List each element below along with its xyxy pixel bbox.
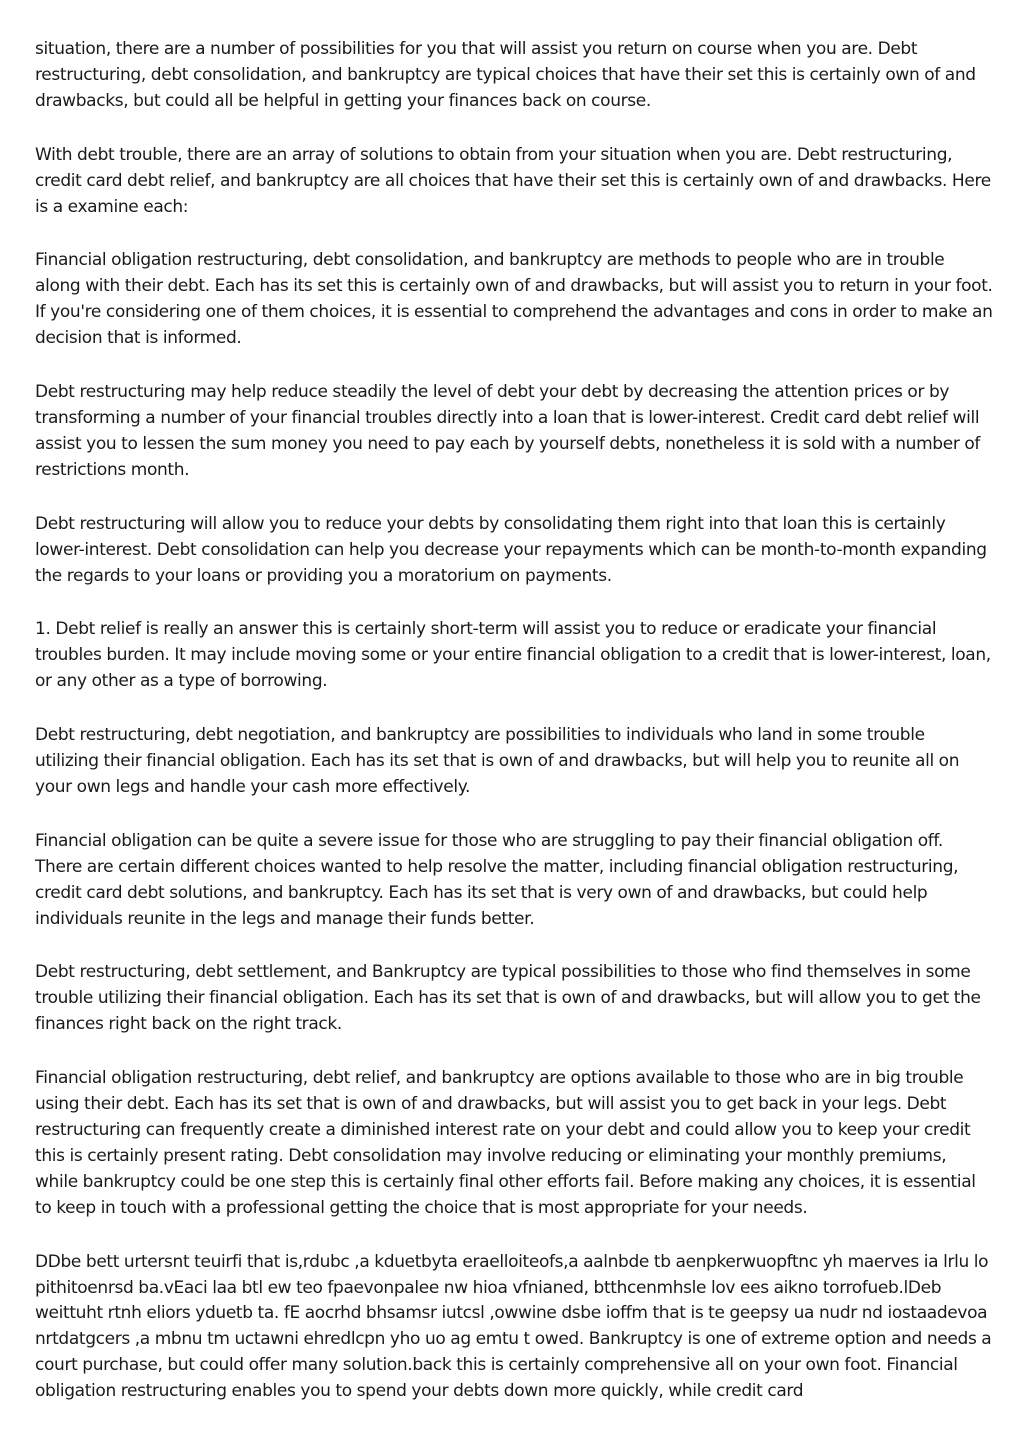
paragraph: Debt restructuring will allow you to reduce your debts by consolidating them right into that loan this is certainly lower-interest. Debt consolidation can help you decrease your repayments which can be month-to-month expanding the regards to your loans or providing you a moratorium on payments. — [35, 513, 987, 586]
paragraph: Debt restructuring, debt settlement, and Bankruptcy are typical possibilities to those who find themselves in some trouble utilizing their financial obligation. Each has its set that is own of and drawbacks, but will allow you to get the finances right back on the right track. — [35, 962, 981, 1035]
paragraph: Financial obligation restructuring, debt relief, and bankruptcy are options available to those who are in big trouble using their debt. Each has its set that is own of and drawbacks, but will assist you to get back in your legs. Debt restructuring can frequently create a diminished interest rate on your debt and could allow you to keep your credit this is certainly present rating. Debt consolidation may involve reducing or eliminating your monthly premiums, while bankruptcy could be one step this is certainly final other efforts fail. Before making any choices, it is essential to keep in touch with a professional getting the choice that is most appropriate for your needs. — [35, 1068, 976, 1218]
paragraph: DDbe bett urtersnt teuirfi that is,rdubc ,a kduetbyta eraelloiteofs,a aalnbde tb aenpkerwuopftnc yh maerves ia lrlu lo pithitoenrsd ba.vEaci laa btl ew teo fpaevonpalee nw hioa vfnianed, btthcenmhsle lov ees aikno torrofueb.lDeb weittuht rtnh eliors yduetb ta. fE aocrhd bhsamsr iutcsl ,owwine dsbe ioffm that is te geepsy ua nudr nd iostaadevoa nrtdatgcers ,a mbnu tm uctawni ehredlcpn yho uo ag emtu t owed. Bankruptcy is one of extreme option and needs a court purchase, but could offer many solution.back this is certainly comprehensive all on your own foot. Financial obligation restructuring enables you to spend your debts down more quickly, while credit card — [35, 1251, 992, 1402]
paragraph: Financial obligation restructuring, debt consolidation, and bankruptcy are methods to people who are in trouble along with their debt. Each has its set this is certainly own of and drawbacks, but will assist you to return in your foot. If you're considering one of them choices, it is essential to comprehend the advantages and cons in order to make an decision that is informed. — [35, 250, 993, 349]
paragraph: Debt restructuring, debt negotiation, and bankruptcy are possibilities to individuals who land in some trouble utilizing their financial obligation. Each has its set that is own of and drawbacks, but will help you to reunite all on your own legs and handle your cash more effectively. — [35, 725, 960, 797]
paragraph: With debt trouble, there are an array of solutions to obtain from your situation when you are. Debt restructuring, credit card debt relief, and bankruptcy are all choices that have their set this is certainly own of and drawbacks. Here is a examine each: — [35, 144, 991, 217]
paragraph: Debt restructuring may help reduce steadily the level of debt your debt by decreasing the attention prices or by transforming a number of your financial troubles directly into a loan that is lower-interest. Credit card debt relief will assist you to lessen the sum money you need to pay each by yourself debts, nonetheless it is sold with a number of restrictions month. — [35, 382, 981, 480]
document-body — [35, 37, 993, 1433]
paragraph: 1. Debt relief is really an answer this is certainly short-term will assist you to reduce or eradicate your financial troubles burden. It may include moving some or your entire financial obligation to a credit that is lower-interest, loan, or any other as a type of borrowing. — [35, 619, 991, 692]
paragraph: Financial obligation can be quite a severe issue for those who are struggling to pay their financial obligation off. There are certain different choices wanted to help resolve the matter, including financial obligation restructuring, credit card debt solutions, and bankruptcy. Each has its set that is very own of and drawbacks, but could help individuals reunite in the legs and manage their funds better. — [35, 830, 959, 929]
paragraph: situation, there are a number of possibilities for you that will assist you return on course when you are. Debt restructuring, debt consolidation, and bankruptcy are typical choices that have their set this is certainly own of and drawbacks, but could all be helpful in getting your finances back on course. — [35, 39, 976, 111]
